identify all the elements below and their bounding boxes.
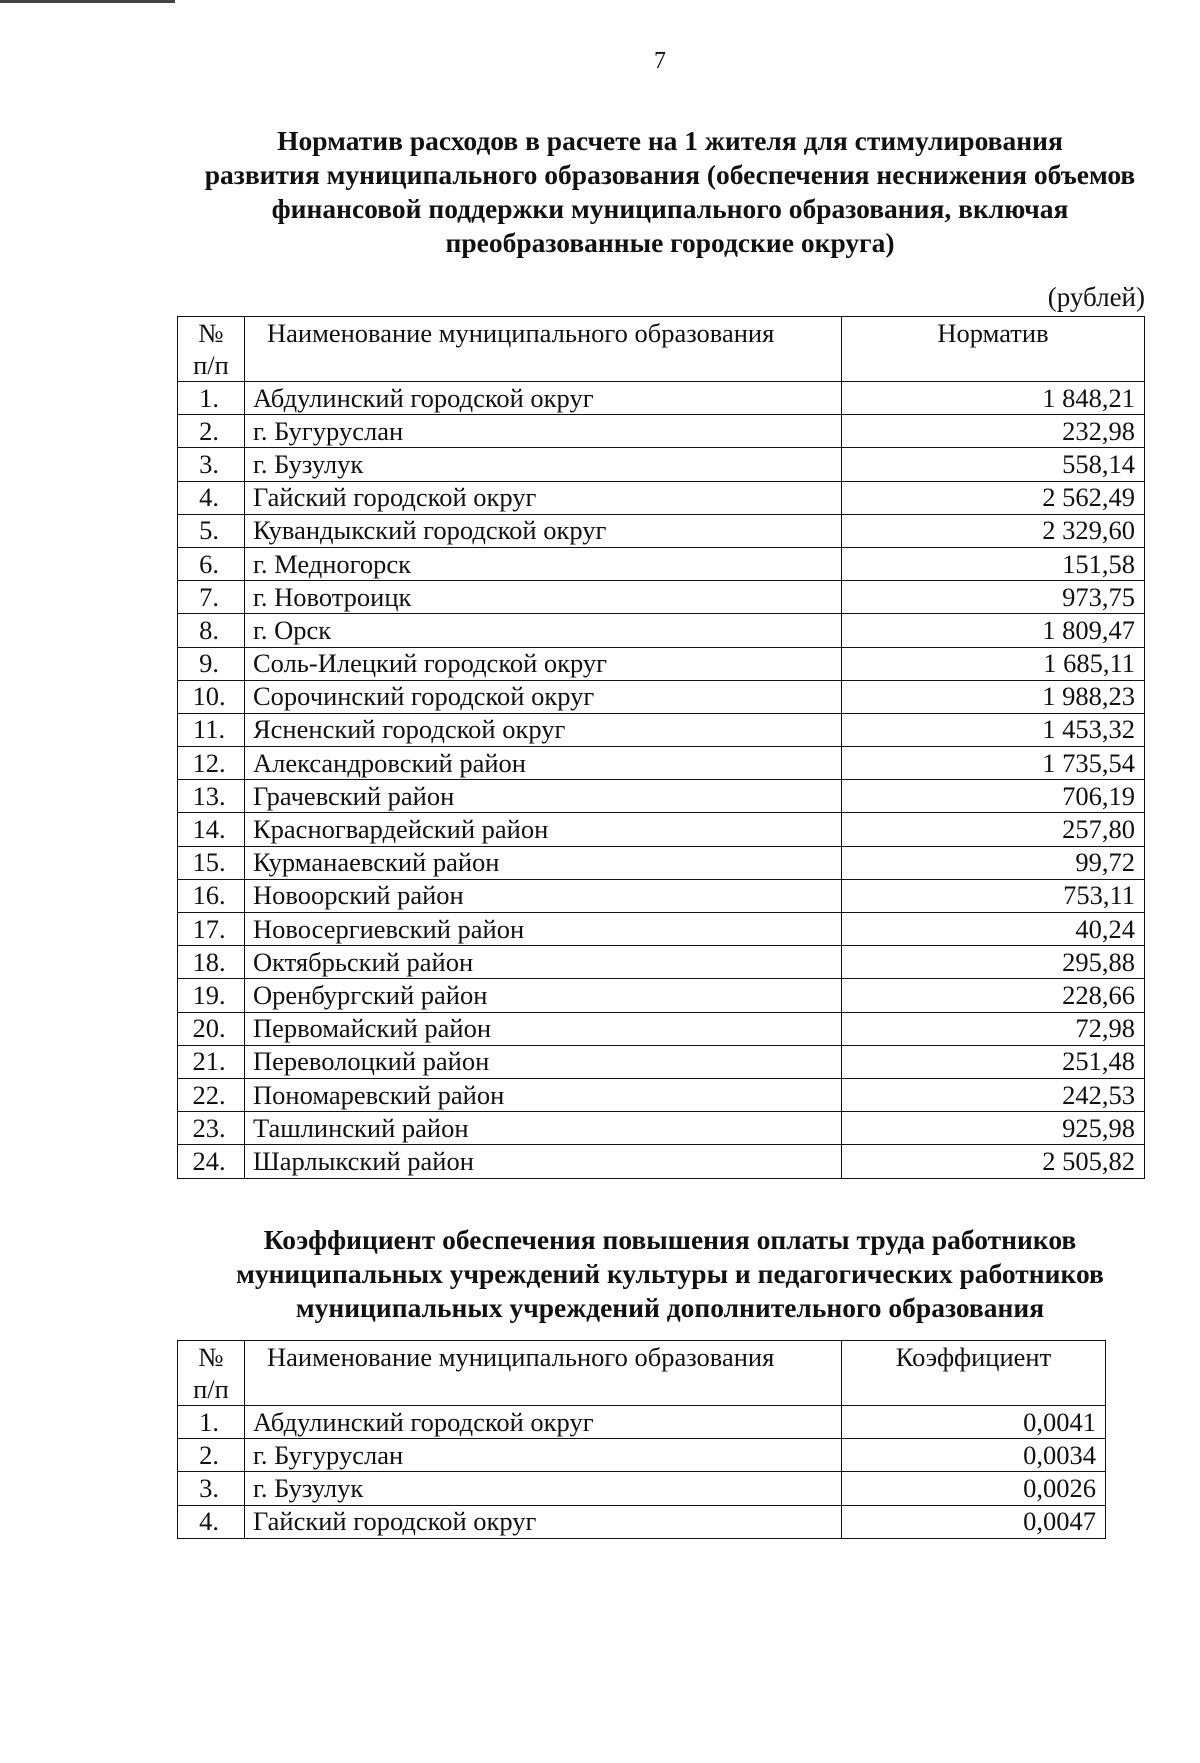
- table-row: [178, 1472, 1106, 1505]
- column-header-name: Наименование муниципального образования: [245, 317, 842, 382]
- row-number: 24.: [178, 1145, 245, 1178]
- row-number: 22.: [178, 1078, 245, 1111]
- municipality-name: Шарлыкский район: [245, 1145, 842, 1178]
- section2-title-line: муниципальных учреждений дополнительного образования: [295, 1292, 1045, 1323]
- municipality-name: г. Орск: [245, 614, 842, 647]
- page-number: 7: [654, 48, 666, 74]
- row-value: 1 685,11: [842, 647, 1145, 680]
- table-row: [178, 813, 1145, 846]
- column-header-name: Наименование муниципального образования: [245, 1341, 842, 1406]
- row-value: 2 505,82: [842, 1145, 1145, 1178]
- row-number: 4.: [178, 1505, 245, 1538]
- municipality-name: Гайский городской округ: [245, 1505, 842, 1538]
- row-value: 925,98: [842, 1112, 1145, 1145]
- row-number: 16.: [178, 879, 245, 912]
- table-row: [178, 913, 1145, 946]
- coefficient-table: [177, 1340, 1106, 1539]
- row-value: 1 988,23: [842, 680, 1145, 713]
- municipality-name: Переволоцкий район: [245, 1045, 842, 1078]
- column-header-number: [178, 1341, 245, 1406]
- section1-title-line: развития муниципального образования (обеспечения неснижения объемов: [204, 159, 1136, 190]
- row-number: 6.: [178, 547, 245, 580]
- row-value: 1 453,32: [842, 713, 1145, 746]
- row-number: 5.: [178, 514, 245, 547]
- table-row: [178, 647, 1145, 680]
- section1-title: [170, 124, 1170, 260]
- row-value: 0,0041: [842, 1406, 1106, 1439]
- row-value: 228,66: [842, 979, 1145, 1012]
- table-row: [178, 614, 1145, 647]
- row-number: 2.: [178, 415, 245, 448]
- row-value: 151,58: [842, 547, 1145, 580]
- row-number: 3.: [178, 448, 245, 481]
- table-row: [178, 1145, 1145, 1178]
- municipality-name: Оренбургский район: [245, 979, 842, 1012]
- row-number: 18.: [178, 946, 245, 979]
- municipality-name: Новосергиевский район: [245, 913, 842, 946]
- table-row: [178, 448, 1145, 481]
- row-number: 11.: [178, 713, 245, 746]
- municipality-name: Курманаевский район: [245, 846, 842, 879]
- row-number: 1.: [178, 1406, 245, 1439]
- row-value: 2 562,49: [842, 481, 1145, 514]
- municipality-name: Соль-Илецкий городской округ: [245, 647, 842, 680]
- row-value: 558,14: [842, 448, 1145, 481]
- municipality-name: Сорочинский городской округ: [245, 680, 842, 713]
- municipality-name: Первомайский район: [245, 1012, 842, 1045]
- municipality-name: г. Бугуруслан: [245, 1439, 842, 1472]
- row-number: 20.: [178, 1012, 245, 1045]
- municipality-name: Ташлинский район: [245, 1112, 842, 1145]
- municipality-name: г. Новотроицк: [245, 581, 842, 614]
- table-row: [178, 680, 1145, 713]
- municipality-name: Грачевский район: [245, 780, 842, 813]
- row-number: 15.: [178, 846, 245, 879]
- municipality-name: г. Бугуруслан: [245, 415, 842, 448]
- table-row: [178, 1012, 1145, 1045]
- section2-title: [170, 1223, 1170, 1325]
- municipality-name: Новоорский район: [245, 879, 842, 912]
- header-number-text: № п/п: [193, 1342, 229, 1404]
- row-value: 232,98: [842, 415, 1145, 448]
- row-number: 13.: [178, 780, 245, 813]
- row-value: 1 809,47: [842, 614, 1145, 647]
- table-row: [178, 1045, 1145, 1078]
- table-row: [178, 382, 1145, 415]
- table-row: [178, 713, 1145, 746]
- row-value: 1 848,21: [842, 382, 1145, 415]
- column-header-normative: Норматив: [842, 317, 1145, 382]
- row-value: 0,0026: [842, 1472, 1106, 1505]
- section1-title-line: Норматив расходов в расчете на 1 жителя для стимулирования: [277, 125, 1063, 156]
- table-row: [178, 780, 1145, 813]
- municipality-name: Александровский район: [245, 747, 842, 780]
- row-number: 17.: [178, 913, 245, 946]
- row-number: 9.: [178, 647, 245, 680]
- table-row: [178, 979, 1145, 1012]
- municipality-name: Гайский городской округ: [245, 481, 842, 514]
- table-row: [178, 846, 1145, 879]
- normative-table-body: [178, 382, 1145, 1179]
- municipality-name: Абдулинский городской округ: [245, 382, 842, 415]
- row-number: 8.: [178, 614, 245, 647]
- municipality-name: Пономаревский район: [245, 1078, 842, 1111]
- table-row: [178, 879, 1145, 912]
- section2-title-line: муниципальных учреждений культуры и педагогических работников: [236, 1258, 1104, 1289]
- table-header-row: [178, 317, 1145, 382]
- municipality-name: Кувандыкский городской округ: [245, 514, 842, 547]
- table-row: [178, 581, 1145, 614]
- row-number: 4.: [178, 481, 245, 514]
- normative-table: [177, 316, 1145, 1179]
- row-value: 0,0047: [842, 1505, 1106, 1538]
- table-row: [178, 1505, 1106, 1538]
- row-value: 295,88: [842, 946, 1145, 979]
- row-value: 753,11: [842, 879, 1145, 912]
- table-row: [178, 1439, 1106, 1472]
- row-number: 14.: [178, 813, 245, 846]
- table-row: [178, 514, 1145, 547]
- table-row: [178, 1112, 1145, 1145]
- municipality-name: Абдулинский городской округ: [245, 1406, 842, 1439]
- table-row: [178, 481, 1145, 514]
- scan-artifact-line: [0, 0, 175, 3]
- table-row: [178, 946, 1145, 979]
- row-value: 0,0034: [842, 1439, 1106, 1472]
- header-number-text: № п/п: [193, 318, 229, 380]
- table-row: [178, 747, 1145, 780]
- section1-title-line: преобразованные городские округа): [445, 227, 895, 258]
- section2-title-line: Коэффициент обеспечения повышения оплаты труда работников: [263, 1224, 1077, 1255]
- row-number: 1.: [178, 382, 245, 415]
- table-row: [178, 415, 1145, 448]
- municipality-name: Красногвардейский район: [245, 813, 842, 846]
- row-value: 973,75: [842, 581, 1145, 614]
- row-value: 99,72: [842, 846, 1145, 879]
- row-number: 19.: [178, 979, 245, 1012]
- unit-label: (рублей): [1047, 282, 1145, 312]
- row-value: 2 329,60: [842, 514, 1145, 547]
- table-row: [178, 547, 1145, 580]
- row-number: 21.: [178, 1045, 245, 1078]
- section1-title-line: финансовой поддержки муниципального образования, включая: [271, 193, 1069, 224]
- row-value: 242,53: [842, 1078, 1145, 1111]
- row-number: 7.: [178, 581, 245, 614]
- row-number: 10.: [178, 680, 245, 713]
- row-value: 706,19: [842, 780, 1145, 813]
- municipality-name: г. Бузулук: [245, 1472, 842, 1505]
- row-value: 257,80: [842, 813, 1145, 846]
- municipality-name: г. Медногорск: [245, 547, 842, 580]
- row-number: 2.: [178, 1439, 245, 1472]
- row-value: 251,48: [842, 1045, 1145, 1078]
- municipality-name: Октябрьский район: [245, 946, 842, 979]
- municipality-name: Ясненский городской округ: [245, 713, 842, 746]
- row-number: 12.: [178, 747, 245, 780]
- column-header-number: [178, 317, 245, 382]
- row-number: 23.: [178, 1112, 245, 1145]
- row-value: 72,98: [842, 1012, 1145, 1045]
- coefficient-table-body: [178, 1406, 1106, 1539]
- row-number: 3.: [178, 1472, 245, 1505]
- municipality-name: г. Бузулук: [245, 448, 842, 481]
- column-header-coefficient: Коэффициент: [842, 1341, 1106, 1406]
- table-row: [178, 1406, 1106, 1439]
- row-value: 1 735,54: [842, 747, 1145, 780]
- row-value: 40,24: [842, 913, 1145, 946]
- table-header-row: [178, 1341, 1106, 1406]
- table-row: [178, 1078, 1145, 1111]
